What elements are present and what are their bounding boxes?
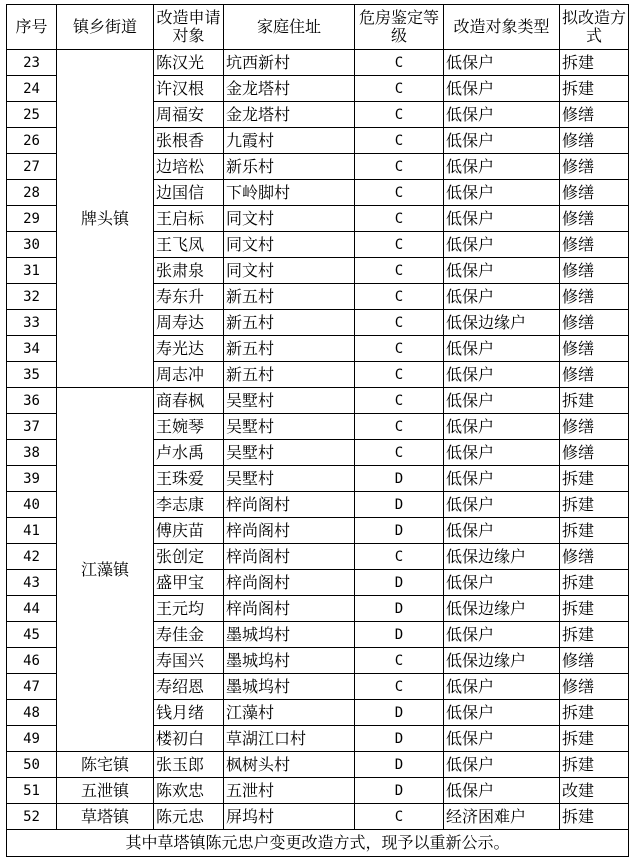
cell-address: 新五村	[224, 284, 355, 310]
cell-town: 五泄镇	[57, 778, 154, 804]
cell-applicant: 陈元忠	[154, 804, 224, 830]
cell-target-type: 低保户	[444, 180, 560, 206]
cell-applicant: 张根香	[154, 128, 224, 154]
cell-applicant: 陈汉光	[154, 50, 224, 76]
cell-target-type: 低保户	[444, 362, 560, 388]
cell-target-type: 低保户	[444, 102, 560, 128]
cell-seq: 27	[7, 154, 57, 180]
cell-seq: 37	[7, 414, 57, 440]
cell-seq: 33	[7, 310, 57, 336]
cell-method: 修缮	[560, 544, 629, 570]
cell-target-type: 低保户	[444, 622, 560, 648]
renovation-table	[6, 4, 629, 857]
footer-row	[7, 830, 629, 857]
cell-method: 拆建	[560, 518, 629, 544]
table-body	[7, 50, 629, 830]
cell-method: 修缮	[560, 310, 629, 336]
cell-seq: 46	[7, 648, 57, 674]
cell-level: C	[355, 206, 444, 232]
cell-level: C	[355, 388, 444, 414]
cell-level: C	[355, 232, 444, 258]
cell-seq: 49	[7, 726, 57, 752]
header-seq: 序号	[7, 5, 57, 50]
cell-level: D	[355, 700, 444, 726]
cell-method: 修缮	[560, 414, 629, 440]
cell-applicant: 盛甲宝	[154, 570, 224, 596]
cell-applicant: 寿绍恩	[154, 674, 224, 700]
cell-method: 拆建	[560, 570, 629, 596]
cell-method: 拆建	[560, 76, 629, 102]
cell-level: C	[355, 128, 444, 154]
table-row	[7, 804, 629, 830]
cell-address: 屏坞村	[224, 804, 355, 830]
cell-level: C	[355, 674, 444, 700]
cell-town: 牌头镇	[57, 50, 154, 388]
cell-applicant: 寿光达	[154, 336, 224, 362]
cell-address: 江藻村	[224, 700, 355, 726]
cell-level: C	[355, 154, 444, 180]
cell-seq: 39	[7, 466, 57, 492]
cell-address: 梓尚阁村	[224, 570, 355, 596]
cell-method: 修缮	[560, 102, 629, 128]
cell-address: 新五村	[224, 310, 355, 336]
cell-seq: 44	[7, 596, 57, 622]
cell-method: 修缮	[560, 180, 629, 206]
cell-target-type: 低保户	[444, 76, 560, 102]
cell-applicant: 王飞凤	[154, 232, 224, 258]
cell-applicant: 张创定	[154, 544, 224, 570]
cell-address: 同文村	[224, 206, 355, 232]
cell-address: 枫树头村	[224, 752, 355, 778]
cell-level: C	[355, 440, 444, 466]
cell-target-type: 经济困难户	[444, 804, 560, 830]
cell-level: C	[355, 284, 444, 310]
cell-level: C	[355, 310, 444, 336]
cell-target-type: 低保户	[444, 674, 560, 700]
cell-applicant: 王元均	[154, 596, 224, 622]
cell-level: C	[355, 102, 444, 128]
cell-seq: 29	[7, 206, 57, 232]
cell-method: 修缮	[560, 440, 629, 466]
cell-address: 五泄村	[224, 778, 355, 804]
cell-level: D	[355, 778, 444, 804]
cell-seq: 45	[7, 622, 57, 648]
cell-target-type: 低保户	[444, 700, 560, 726]
cell-applicant: 王启标	[154, 206, 224, 232]
cell-level: D	[355, 752, 444, 778]
cell-applicant: 寿佳金	[154, 622, 224, 648]
cell-level: C	[355, 336, 444, 362]
cell-target-type: 低保户	[444, 570, 560, 596]
cell-address: 新五村	[224, 362, 355, 388]
cell-level: C	[355, 50, 444, 76]
cell-method: 拆建	[560, 622, 629, 648]
cell-method: 拆建	[560, 596, 629, 622]
header-applicant: 改造申请对象	[154, 5, 224, 50]
cell-seq: 30	[7, 232, 57, 258]
cell-target-type: 低保边缘户	[444, 596, 560, 622]
cell-applicant: 周福安	[154, 102, 224, 128]
cell-address: 梓尚阁村	[224, 596, 355, 622]
cell-level: D	[355, 570, 444, 596]
cell-method: 拆建	[560, 50, 629, 76]
table-row	[7, 752, 629, 778]
cell-target-type: 低保户	[444, 778, 560, 804]
cell-address: 吴墅村	[224, 440, 355, 466]
cell-level: C	[355, 414, 444, 440]
cell-applicant: 周志冲	[154, 362, 224, 388]
cell-applicant: 钱月绪	[154, 700, 224, 726]
cell-level: C	[355, 648, 444, 674]
header-row	[7, 5, 629, 50]
cell-level: D	[355, 622, 444, 648]
table-row	[7, 388, 629, 414]
cell-method: 修缮	[560, 362, 629, 388]
cell-seq: 32	[7, 284, 57, 310]
header-target-type: 改造对象类型	[444, 5, 560, 50]
cell-level: C	[355, 544, 444, 570]
cell-target-type: 低保户	[444, 518, 560, 544]
cell-method: 修缮	[560, 648, 629, 674]
cell-target-type: 低保户	[444, 466, 560, 492]
cell-applicant: 张肃泉	[154, 258, 224, 284]
cell-address: 九霞村	[224, 128, 355, 154]
cell-level: C	[355, 180, 444, 206]
cell-address: 同文村	[224, 258, 355, 284]
cell-address: 下岭脚村	[224, 180, 355, 206]
cell-seq: 47	[7, 674, 57, 700]
table-row	[7, 778, 629, 804]
cell-address: 墨城坞村	[224, 648, 355, 674]
cell-target-type: 低保户	[444, 726, 560, 752]
cell-applicant: 傅庆苗	[154, 518, 224, 544]
cell-method: 修缮	[560, 232, 629, 258]
cell-address: 草湖江口村	[224, 726, 355, 752]
cell-level: C	[355, 76, 444, 102]
cell-seq: 36	[7, 388, 57, 414]
cell-address: 梓尚阁村	[224, 518, 355, 544]
cell-applicant: 边国信	[154, 180, 224, 206]
cell-applicant: 王婉琴	[154, 414, 224, 440]
header-town: 镇乡街道	[57, 5, 154, 50]
cell-method: 改建	[560, 778, 629, 804]
cell-applicant: 楼初白	[154, 726, 224, 752]
cell-level: D	[355, 466, 444, 492]
cell-applicant: 王珠爱	[154, 466, 224, 492]
cell-method: 修缮	[560, 154, 629, 180]
cell-applicant: 李志康	[154, 492, 224, 518]
cell-seq: 50	[7, 752, 57, 778]
table-row	[7, 50, 629, 76]
cell-seq: 24	[7, 76, 57, 102]
header-level: 危房鉴定等级	[355, 5, 444, 50]
cell-method: 修缮	[560, 258, 629, 284]
cell-seq: 23	[7, 50, 57, 76]
cell-applicant: 许汉根	[154, 76, 224, 102]
cell-applicant: 寿国兴	[154, 648, 224, 674]
cell-town: 江藻镇	[57, 388, 154, 752]
cell-method: 修缮	[560, 284, 629, 310]
cell-seq: 35	[7, 362, 57, 388]
cell-target-type: 低保户	[444, 232, 560, 258]
cell-applicant: 陈欢忠	[154, 778, 224, 804]
cell-seq: 34	[7, 336, 57, 362]
cell-seq: 38	[7, 440, 57, 466]
cell-address: 吴墅村	[224, 388, 355, 414]
cell-target-type: 低保户	[444, 440, 560, 466]
cell-seq: 25	[7, 102, 57, 128]
cell-method: 修缮	[560, 206, 629, 232]
cell-target-type: 低保户	[444, 206, 560, 232]
cell-town: 草塔镇	[57, 804, 154, 830]
cell-level: D	[355, 492, 444, 518]
cell-seq: 52	[7, 804, 57, 830]
cell-seq: 43	[7, 570, 57, 596]
cell-target-type: 低保户	[444, 284, 560, 310]
cell-applicant: 张玉郎	[154, 752, 224, 778]
cell-method: 修缮	[560, 336, 629, 362]
cell-address: 新五村	[224, 336, 355, 362]
cell-address: 新乐村	[224, 154, 355, 180]
cell-target-type: 低保户	[444, 752, 560, 778]
cell-target-type: 低保户	[444, 258, 560, 284]
cell-address: 吴墅村	[224, 414, 355, 440]
cell-address: 梓尚阁村	[224, 544, 355, 570]
cell-method: 拆建	[560, 804, 629, 830]
cell-applicant: 周寿达	[154, 310, 224, 336]
cell-target-type: 低保户	[444, 492, 560, 518]
cell-target-type: 低保户	[444, 388, 560, 414]
cell-seq: 40	[7, 492, 57, 518]
cell-method: 修缮	[560, 128, 629, 154]
cell-target-type: 低保户	[444, 154, 560, 180]
cell-town: 陈宅镇	[57, 752, 154, 778]
cell-level: C	[355, 804, 444, 830]
cell-target-type: 低保户	[444, 414, 560, 440]
cell-method: 修缮	[560, 674, 629, 700]
cell-level: D	[355, 518, 444, 544]
cell-target-type: 低保户	[444, 50, 560, 76]
cell-applicant: 卢水禹	[154, 440, 224, 466]
cell-seq: 28	[7, 180, 57, 206]
cell-seq: 41	[7, 518, 57, 544]
cell-level: C	[355, 258, 444, 284]
cell-address: 墨城坞村	[224, 622, 355, 648]
cell-seq: 42	[7, 544, 57, 570]
cell-applicant: 边培松	[154, 154, 224, 180]
header-method: 拟改造方式	[560, 5, 629, 50]
cell-seq: 51	[7, 778, 57, 804]
cell-address: 墨城坞村	[224, 674, 355, 700]
cell-address: 吴墅村	[224, 466, 355, 492]
cell-address: 同文村	[224, 232, 355, 258]
cell-method: 拆建	[560, 752, 629, 778]
cell-seq: 31	[7, 258, 57, 284]
cell-target-type: 低保边缘户	[444, 310, 560, 336]
cell-target-type: 低保户	[444, 128, 560, 154]
cell-method: 拆建	[560, 388, 629, 414]
cell-address: 梓尚阁村	[224, 492, 355, 518]
cell-level: D	[355, 596, 444, 622]
cell-address: 金龙塔村	[224, 76, 355, 102]
cell-method: 拆建	[560, 700, 629, 726]
cell-level: C	[355, 362, 444, 388]
cell-address: 金龙塔村	[224, 102, 355, 128]
cell-method: 拆建	[560, 726, 629, 752]
cell-level: D	[355, 726, 444, 752]
cell-method: 拆建	[560, 492, 629, 518]
cell-target-type: 低保户	[444, 336, 560, 362]
cell-applicant: 寿东升	[154, 284, 224, 310]
footer-note: 其中草塔镇陈元忠户变更改造方式，现予以重新公示。	[7, 830, 629, 857]
cell-target-type: 低保边缘户	[444, 648, 560, 674]
cell-applicant: 商春枫	[154, 388, 224, 414]
cell-target-type: 低保边缘户	[444, 544, 560, 570]
cell-address: 坑西新村	[224, 50, 355, 76]
header-address: 家庭住址	[224, 5, 355, 50]
cell-seq: 26	[7, 128, 57, 154]
cell-seq: 48	[7, 700, 57, 726]
cell-method: 拆建	[560, 466, 629, 492]
